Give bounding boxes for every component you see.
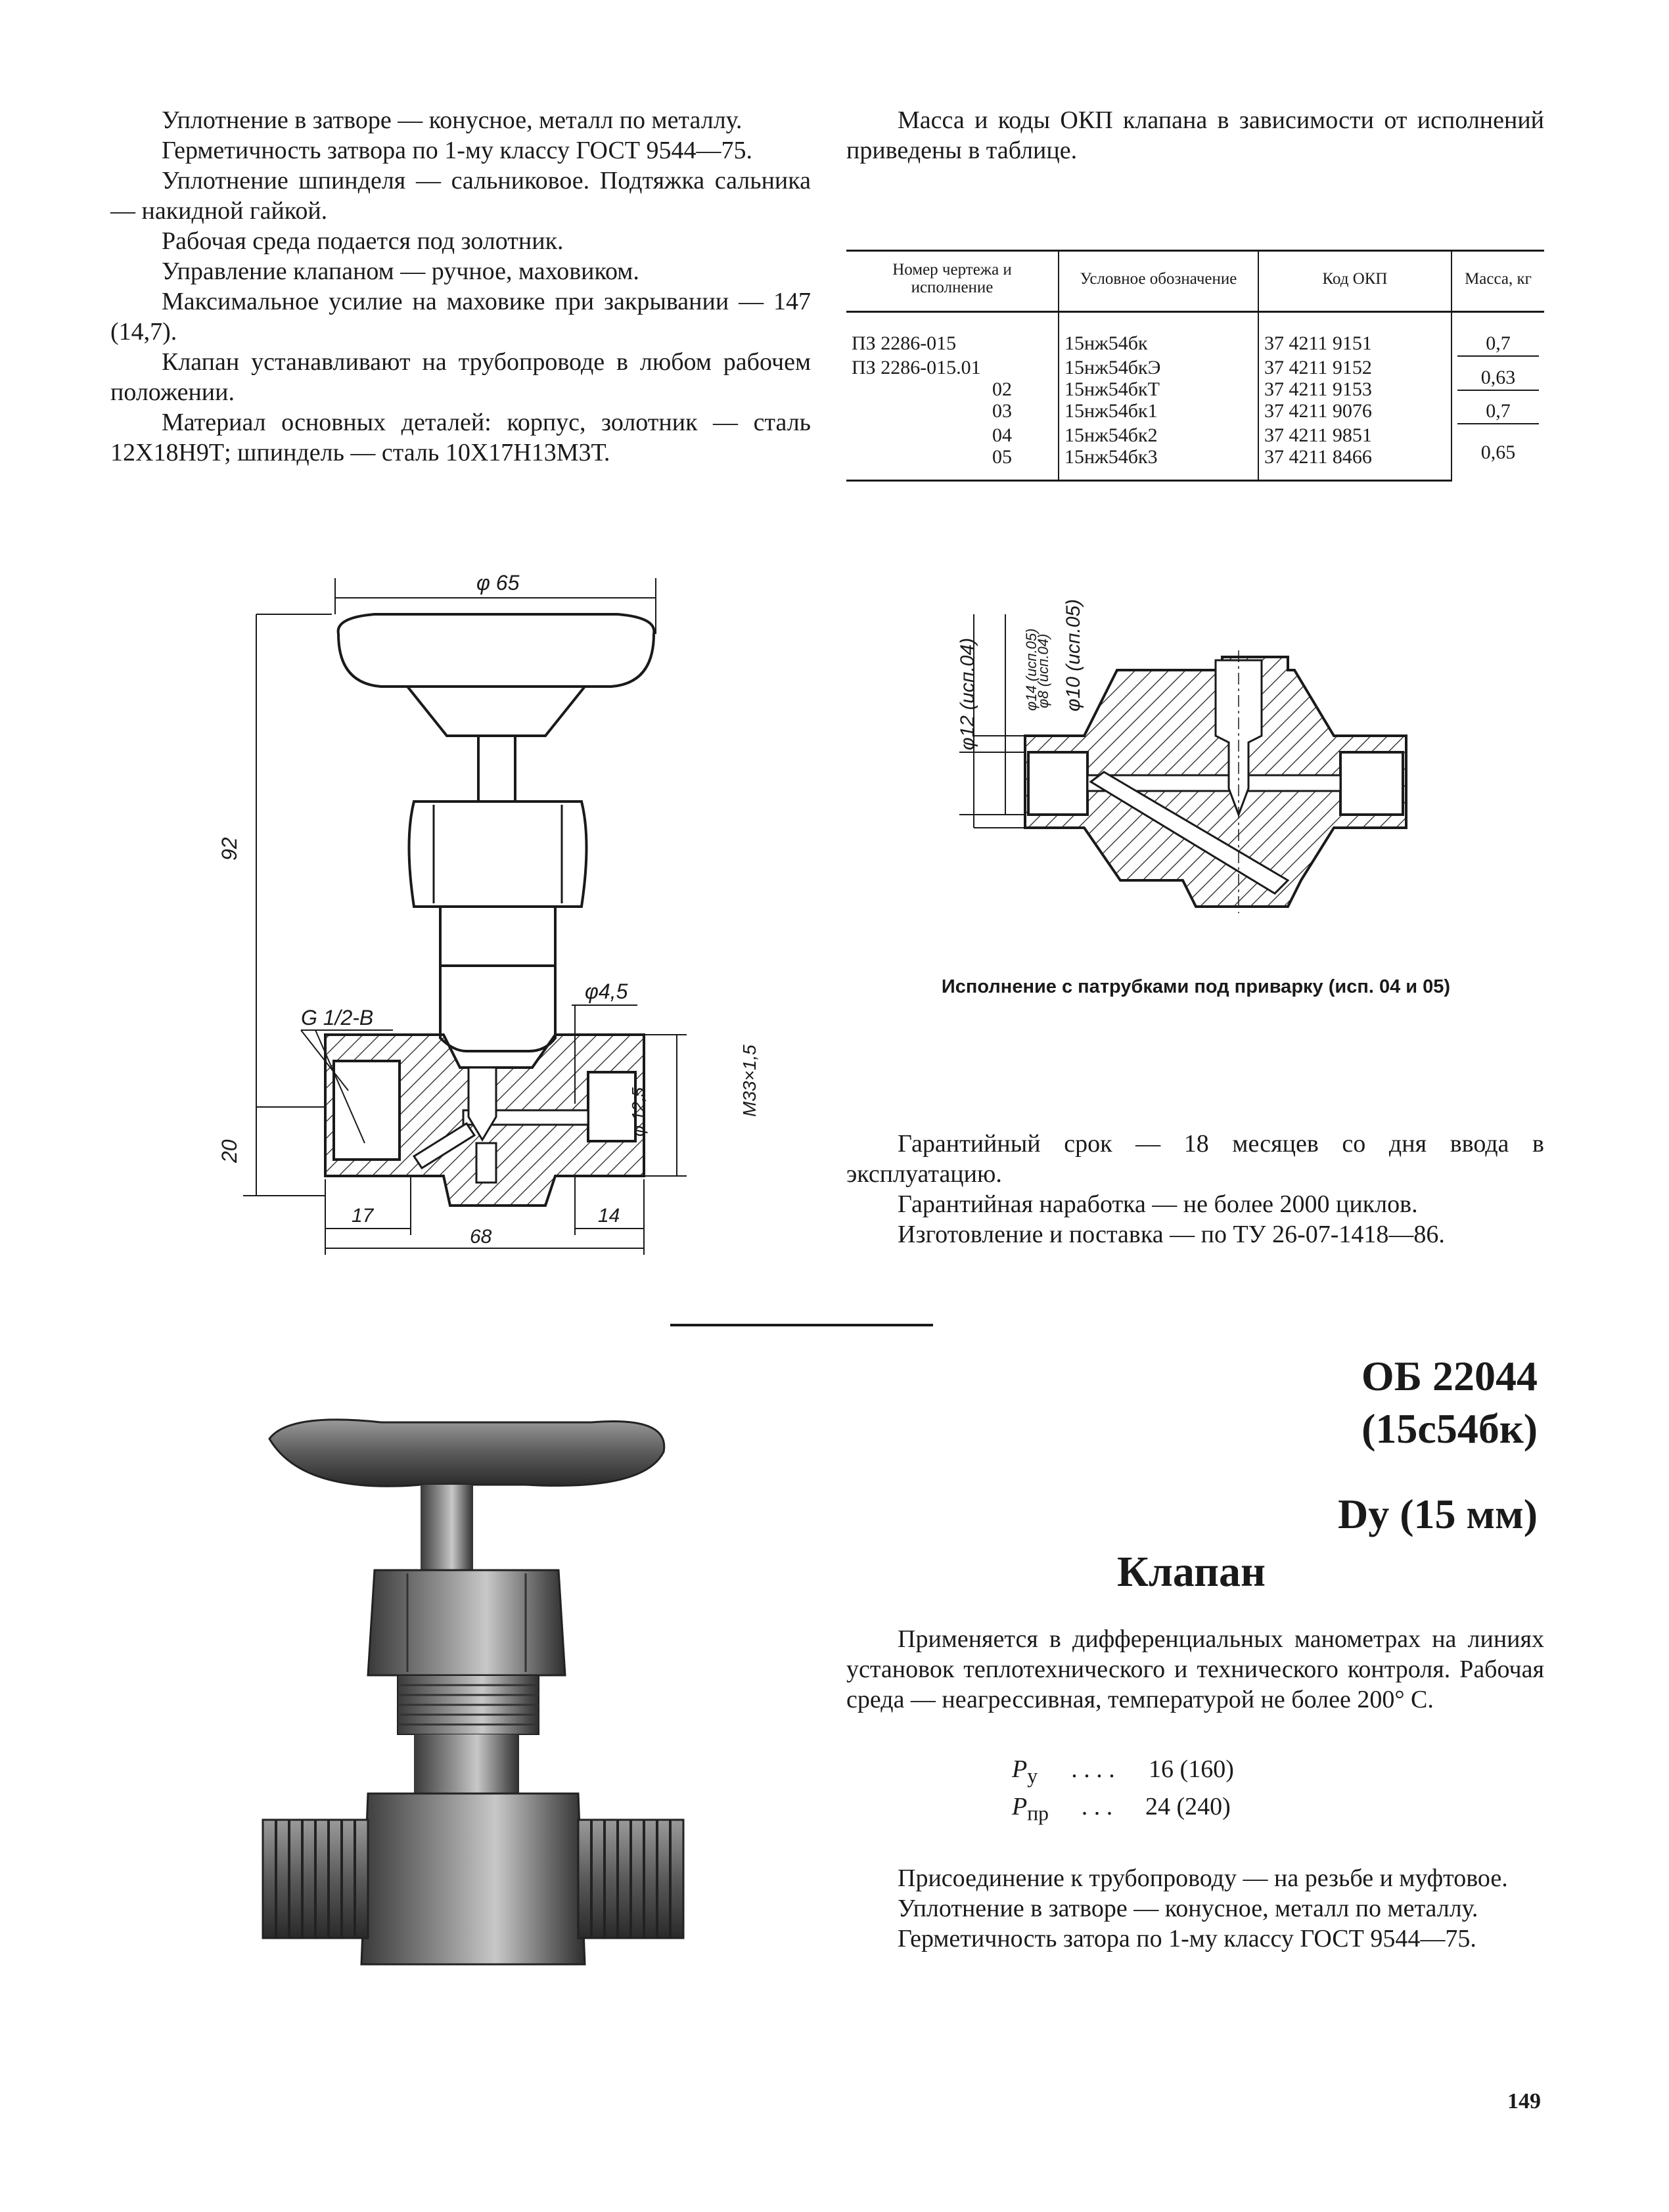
mass-value: 0,65 [1480, 441, 1516, 464]
dim-height-label: 92 [217, 837, 241, 861]
table-cell: ПЗ 2286-015 [852, 332, 957, 354]
table-cell: 04 [992, 424, 1012, 446]
ppr-value: 24 (240) [1145, 1792, 1231, 1820]
dim-phi45-label: φ4,5 [585, 980, 628, 1003]
table-cell: 37 4211 9076 [1258, 400, 1452, 424]
bottom-paragraph: Герметичность затора по 1-му классу ГОСТ 9544—75. [898, 1925, 1476, 1952]
dim-17-label: 17 [352, 1205, 374, 1227]
left-paragraph: Уплотнение в затворе — конусное, металл по металлу. [162, 106, 743, 134]
table-cell: 37 4211 9151 [1258, 312, 1452, 357]
table-row [846, 400, 1544, 424]
table-row [846, 357, 1544, 378]
welded-version-drawing [933, 598, 1432, 920]
left-paragraph: Клапан устанавливают на трубопроводе в любом рабочем положении. [110, 348, 811, 406]
left-text-block [110, 105, 811, 468]
left-paragraph: Материал основных деталей: корпус, золотник — сталь 12Х18Н9Т; шпиндель — сталь 10Х17Н13М3Т. [110, 409, 811, 466]
application-block [846, 1624, 1544, 1715]
dim-68-label: 68 [470, 1226, 492, 1248]
valve-section-drawing [217, 571, 760, 1275]
dim-d-label: φ10 (исп.05) [1063, 598, 1084, 711]
table-cell: 03 [992, 400, 1012, 422]
bottom-text-block [846, 1863, 1544, 1954]
left-paragraph: Уплотнение шпинделя — сальниковое. Подтяжка сальника — накидной гайкой. [110, 167, 811, 225]
warranty-paragraph: Изготовление и поставка — по ТУ 26-07-1418—86. [898, 1221, 1445, 1248]
section-divider [670, 1324, 933, 1326]
ppr-dots: . . . [1081, 1792, 1113, 1820]
table-cell: 37 4211 9153 [1258, 378, 1452, 400]
table-cell: ПЗ 2286-015.01 [852, 357, 981, 378]
dim-bottom-offset-label: 20 [217, 1139, 241, 1163]
table-header: Условное обозначение [1059, 251, 1258, 312]
thread-label: G 1/2-B [301, 1006, 374, 1029]
pressure-block [1012, 1754, 1234, 1828]
pressure-row-py [1012, 1754, 1234, 1792]
table-cell: 02 [992, 378, 1012, 400]
bottom-paragraph: Присоединение к трубопроводу — на резьбе и муфтовое. [898, 1864, 1508, 1892]
bottom-paragraph: Уплотнение в затворе — конусное, металл по металлу. [898, 1895, 1478, 1922]
left-paragraph: Герметичность затвора по 1-му классу ГОСТ 9544—75. [162, 137, 753, 164]
table-row [846, 312, 1544, 357]
ppr-subscript: пр [1027, 1801, 1049, 1825]
mass-value: 0,63 [1457, 367, 1539, 391]
left-paragraph: Рабочая среда подается под золотник. [162, 227, 564, 255]
table-cell-mass [1452, 424, 1544, 481]
right-intro-block [846, 105, 1544, 166]
table-row [846, 378, 1544, 400]
mass-value: 0,7 [1457, 400, 1539, 424]
table-cell: 15нж54бкТ [1059, 378, 1258, 400]
py-subscript: у [1027, 1764, 1038, 1788]
table-cell: 15нж54бкЭ [1059, 357, 1258, 378]
spec-table [846, 250, 1544, 482]
table-cell: 15нж54бк1 [1059, 400, 1258, 424]
warranty-block [846, 1129, 1544, 1250]
table-cell-mass [1452, 357, 1544, 400]
py-symbol: P [1012, 1755, 1028, 1783]
product-code: ОБ 22044 [1361, 1353, 1538, 1399]
ppr-symbol: P [1012, 1792, 1028, 1820]
application-paragraph: Применяется в дифференциальных манометрах на линиях установок теплотехнического и технического контроля. Рабочая среда — неагрессивная, температурой не более 200° С. [846, 1625, 1544, 1713]
table-cell: 37 4211 8466 [1258, 446, 1452, 481]
dim-b-label: φ14 (исп.05) [1023, 628, 1040, 711]
left-paragraph: Максимальное усилие на маховике при закрывании — 147 (14,7). [110, 288, 811, 346]
warranty-paragraph: Гарантийная наработка — не более 2000 циклов. [898, 1190, 1418, 1218]
table-cell: 05 [846, 446, 1059, 481]
left-paragraph: Управление клапаном — ручное, маховиком. [162, 258, 639, 285]
pressure-row-ppr [1012, 1792, 1234, 1829]
py-value: 16 (160) [1149, 1755, 1234, 1783]
valve-photo [250, 1412, 710, 2004]
right-intro: Масса и коды ОКП клапана в зависимости от исполнений приведены в таблице. [846, 106, 1544, 164]
mass-value: 0,7 [1457, 332, 1539, 357]
table-header: Код ОКП [1258, 251, 1452, 312]
table-cell: 15нж54бк3 [1059, 446, 1258, 481]
drawing-caption: Исполнение с патрубками под приварку (исп. 04 и 05) [941, 976, 1451, 997]
table-header: Масса, кг [1452, 251, 1544, 312]
table-cell: 37 4211 9152 [1258, 357, 1452, 378]
table-cell: 15нж54бк2 [1059, 424, 1258, 446]
dim-14-label: 14 [598, 1205, 620, 1227]
table-header-row [846, 251, 1544, 312]
py-dots: . . . . [1071, 1755, 1115, 1783]
dim-a-label: φ12 (исп.04) [957, 637, 978, 750]
table-cell-mass [1452, 400, 1544, 424]
page-number: 149 [1507, 2089, 1541, 2113]
nominal-diameter: Dу (15 мм) [1337, 1491, 1538, 1537]
dim-top-label: φ 65 [476, 571, 520, 595]
product-title: Клапан [1117, 1548, 1266, 1596]
product-code-sub: (15с54бк) [1361, 1405, 1538, 1452]
table-cell: 15нж54бк [1059, 312, 1258, 357]
table-cell: 37 4211 9851 [1258, 424, 1452, 446]
table-header: Номер чертежа и исполнение [846, 251, 1059, 312]
dim-c-label: φ8 (исп.04) [1035, 633, 1051, 708]
dim-thread-label: M33×1,5 [739, 1045, 760, 1117]
table-cell-mass [1452, 312, 1544, 357]
table-row [846, 446, 1544, 481]
dim-phi125-label: φ 12,5 [628, 1087, 648, 1137]
table-row [846, 424, 1544, 446]
warranty-paragraph: Гарантийный срок — 18 месяцев со дня ввода в эксплуатацию. [846, 1130, 1544, 1188]
